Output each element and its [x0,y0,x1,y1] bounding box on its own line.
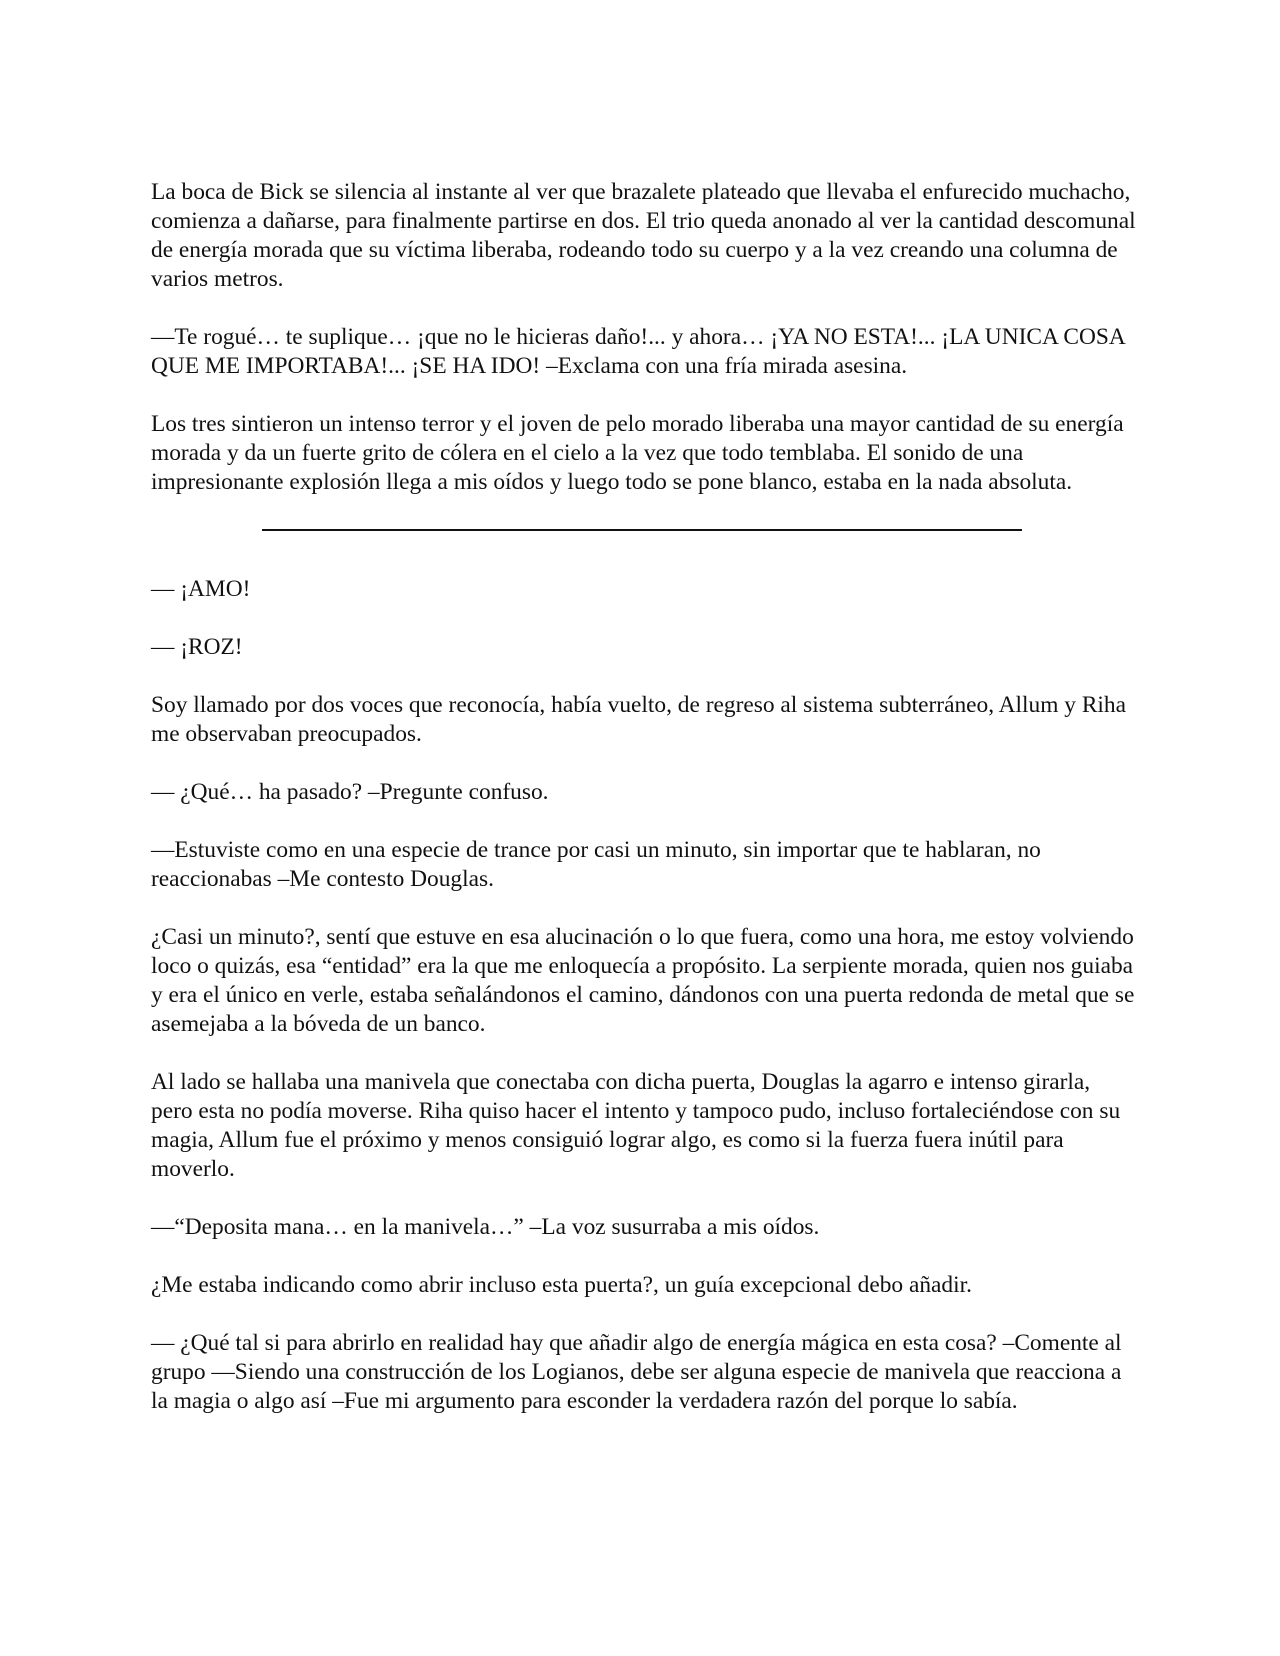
paragraph: ¿Me estaba indicando como abrir incluso esta puerta?, un guía excepcional debo añadir. [151,1272,972,1298]
paragraph: — ¡AMO! [151,576,251,602]
paragraph: Los tres sintieron un intenso terror y el joven de pelo morado liberaba una mayor cantidad de su energía morada y da un fuerte grito de cólera en el cielo a la vez que todo temblaba. El sonido de una impresionante explosión llega a mis oídos y luego todo se pone blanco, estaba en la nada absoluta. [151,411,1124,495]
paragraph: Al lado se hallaba una manivela que conectaba con dicha puerta, Douglas la agarro e intenso girarla, pero esta no podía moverse. Riha quiso hacer el intento y tampoco pudo, incluso fortaleciéndose con su magia, Allum fue el próximo y menos consiguió lograr algo, es como si la fuerza fuera inútil para moverlo. [151,1069,1121,1182]
paragraph: — ¡ROZ! [151,634,243,660]
paragraph: —“Deposita mana… en la manivela…” –La voz susurraba a mis oídos. [151,1214,820,1240]
section-divider [262,529,1022,531]
paragraph: Soy llamado por dos voces que reconocía, había vuelto, de regreso al sistema subterráneo, Allum y Riha me observaban preocupados. [151,692,1126,747]
paragraph: — ¿Qué… ha pasado? –Pregunte confuso. [151,779,549,805]
paragraph: La boca de Bick se silencia al instante al ver que brazalete plateado que llevaba el enfurecido muchacho, comienza a dañarse, para finalmente partirse en dos. El trio queda anonado al ver la cantidad descomunal de energía morada que su víctima liberaba, rodeando todo su cuerpo y a la vez creando una columna de varios metros. [151,179,1136,292]
document-body [151,178,1136,1445]
paragraph: —Te rogué… te suplique… ¡que no le hicieras daño!... y ahora… ¡YA NO ESTA!... ¡LA UNICA COSA QUE ME IMPORTABA!... ¡SE HA IDO! –Exclama con una fría mirada asesina. [151,324,1125,379]
paragraph: — ¿Qué tal si para abrirlo en realidad hay que añadir algo de energía mágica en esta cosa? –Comente al grupo —Siendo una construcción de los Logianos, debe ser alguna especie de manivela que reacciona a la magia o algo así –Fue mi argumento para esconder la verdadera razón del porque lo sabía. [151,1330,1122,1414]
paragraph: ¿Casi un minuto?, sentí que estuve en esa alucinación o lo que fuera, como una hora, me estoy volviendo loco o quizás, esa “entidad” era la que me enloquecía a propósito. La serpiente morada, quien nos guiaba y era el único en verle, estaba señalándonos el camino, dándonos con una puerta redonda de metal que se asemejaba a la bóveda de un banco. [151,924,1135,1037]
paragraph: —Estuviste como en una especie de trance por casi un minuto, sin importar que te hablaran, no reaccionabas –Me contesto Douglas. [151,837,1041,892]
